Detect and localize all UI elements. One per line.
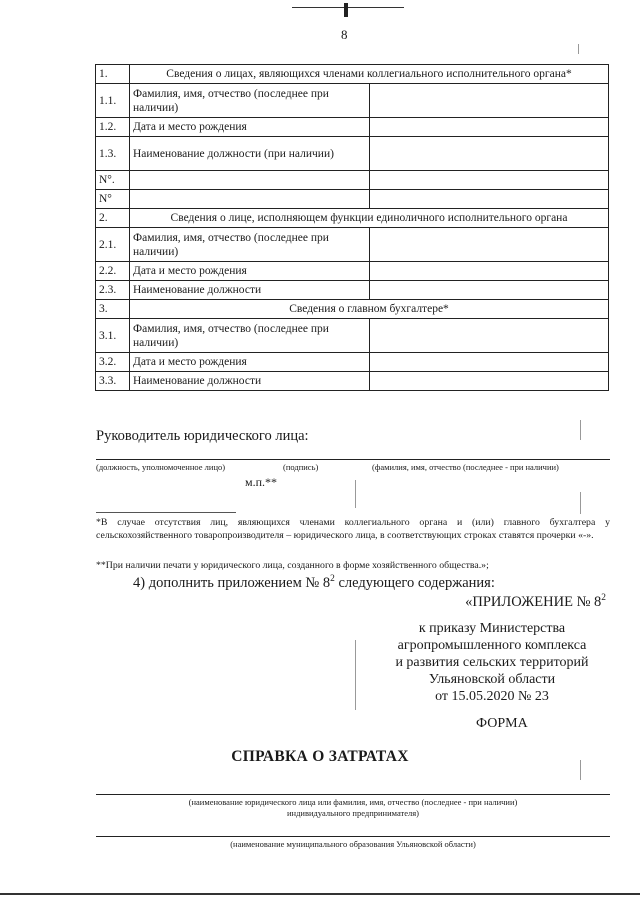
table-section-row <box>96 209 609 228</box>
row-number: 1.1. <box>96 84 130 118</box>
table-section-row <box>96 65 609 84</box>
row-number: 1.3. <box>96 137 130 171</box>
amendment-text: 4) дополнить приложением № $8^2$ следующего содержания: <box>133 574 495 591</box>
org-name-caption: (наименование юридического лица или фамилия, имя, отчество (последнее - при наличии) индивидуального предпринимателя) <box>188 797 518 818</box>
order-line: агропромышленного комплекса <box>397 638 587 653</box>
row-number: 1. <box>96 65 130 84</box>
row-number: 1.2. <box>96 118 130 137</box>
row-number: N°. <box>96 171 130 190</box>
table-row <box>96 171 609 190</box>
table-row <box>96 228 609 262</box>
table-section-row <box>96 300 609 319</box>
row-value <box>369 228 609 262</box>
head-label: Руководитель юридического лица: <box>96 428 309 444</box>
order-line: Ульяновской области <box>428 672 556 687</box>
row-number: N° <box>96 190 130 209</box>
scan-artifact <box>578 44 579 54</box>
row-label <box>130 171 370 190</box>
table-row <box>96 262 609 281</box>
row-number: 2. <box>96 209 130 228</box>
document-title: СПРАВКА О ЗАТРАТАХ <box>231 748 409 765</box>
row-value <box>369 137 609 171</box>
row-value <box>369 84 609 118</box>
row-value <box>369 118 609 137</box>
binding-mark <box>344 3 348 17</box>
order-line: и развития сельских территорий <box>395 655 589 670</box>
row-value <box>369 319 609 353</box>
row-label: Дата и место рождения <box>130 353 370 372</box>
row-label: Фамилия, имя, отчество (последнее при наличии) <box>130 228 370 262</box>
order-reference <box>372 620 612 705</box>
form-label: ФОРМА <box>476 716 528 731</box>
row-label <box>130 190 370 209</box>
row-label: Наименование должности <box>130 372 370 391</box>
row-value <box>369 353 609 372</box>
bottom-rule <box>0 893 640 895</box>
info-table <box>95 64 609 391</box>
table-row <box>96 118 609 137</box>
table-row <box>96 281 609 300</box>
seal-mark: м.п.** <box>245 475 278 489</box>
table-row <box>96 84 609 118</box>
row-label: Наименование должности (при наличии) <box>130 137 370 171</box>
table-row <box>96 319 609 353</box>
row-number: 2.1. <box>96 228 130 262</box>
caption-position: (должность, уполномоченное лицо) <box>96 462 226 472</box>
scan-artifact <box>355 640 356 710</box>
table-row <box>96 190 609 209</box>
scan-artifact <box>580 492 581 514</box>
scan-artifact <box>355 480 356 508</box>
caption-name: (фамилия, имя, отчество (последнее - при наличии) <box>372 462 559 472</box>
row-number: 3.2. <box>96 353 130 372</box>
row-label: Дата и место рождения <box>130 262 370 281</box>
row-value <box>369 372 609 391</box>
municipality-caption: (наименование муниципального образования Ульяновской области) <box>230 839 476 849</box>
signature-line <box>96 459 610 460</box>
row-label: Дата и место рождения <box>130 118 370 137</box>
row-label: Фамилия, имя, отчество (последнее при наличии) <box>130 319 370 353</box>
scan-artifact <box>580 420 581 440</box>
footnote-first: *В случае отсутствия лиц, являющихся членами коллегиального органа и (или) главного бухгалтера у сельскохозяйственного товаропроизводителя – юридического лица, в соответствующих строках ставятся прочерки «-». <box>96 517 610 541</box>
top-rule <box>292 7 404 8</box>
scan-artifact <box>580 760 581 780</box>
row-value <box>369 171 609 190</box>
order-line: от 15.05.2020 № 23 <box>435 689 549 704</box>
table-row <box>96 137 609 171</box>
footnote-rule <box>96 512 236 513</box>
section-heading: Сведения о лице, исполняющем функции единоличного исполнительного органа <box>130 209 609 228</box>
row-number: 3.3. <box>96 372 130 391</box>
row-value <box>369 190 609 209</box>
table-row <box>96 353 609 372</box>
municipality-line <box>96 836 610 837</box>
org-name-line <box>96 794 610 795</box>
appendix-title: «ПРИЛОЖЕНИЕ № $8^2$ <box>465 593 606 610</box>
row-label: Наименование должности <box>130 281 370 300</box>
table-row <box>96 372 609 391</box>
section-heading: Сведения о главном бухгалтере* <box>130 300 609 319</box>
row-value <box>369 262 609 281</box>
footnote-second: **При наличии печати у юридического лица, созданного в форме хозяйственного общества.»; <box>96 560 489 571</box>
row-value <box>369 281 609 300</box>
section-heading: Сведения о лицах, являющихся членами коллегиального исполнительного органа* <box>130 65 609 84</box>
row-number: 2.3. <box>96 281 130 300</box>
row-number: 2.2. <box>96 262 130 281</box>
caption-signature: (подпись) <box>283 462 319 472</box>
order-line: к приказу Министерства <box>418 621 566 636</box>
page-number: 8 <box>341 27 348 42</box>
row-label: Фамилия, имя, отчество (последнее при наличии) <box>130 84 370 118</box>
row-number: 3.1. <box>96 319 130 353</box>
row-number: 3. <box>96 300 130 319</box>
